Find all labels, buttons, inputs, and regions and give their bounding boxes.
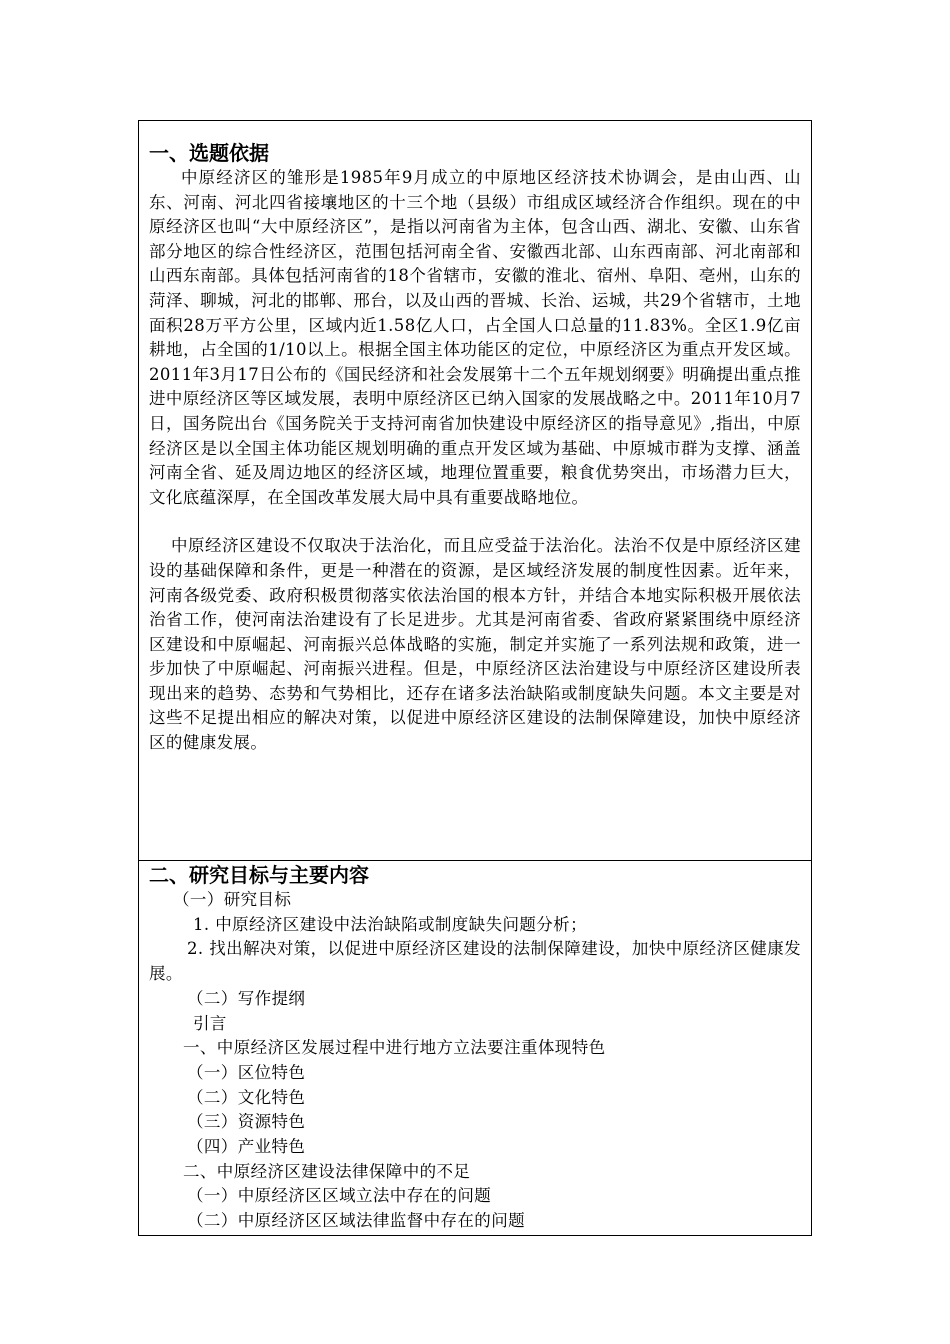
goal-item-2: 2. 找出解决对策，以促进中原经济区建设的法制保障建设，加快中原经济区健康发展。 (149, 939, 801, 984)
outline-part-1: 一、中原经济区发展过程中进行地方立法要注重体现特色 (183, 1038, 606, 1058)
outline-part-2-item: （二）中原经济区区域法律监督中存在的问题 (187, 1211, 525, 1231)
goal-item-1: 1. 中原经济区建设中法治缺陷或制度缺失问题分析； (193, 914, 587, 934)
outline-part-1-item: （一）区位特色 (187, 1062, 306, 1082)
background-paragraph: 中原经济区的雏形是1985年9月成立的中原地区经济技术协调会，是由山西、山东、河南、河北四省接壤地区的十三个地（县级）市组成区域经济合作组织。现在的中原经济区也叫“大中原经济区”，是指以河南省为主体，包含山西、湖北、安徽、山东省部分地区的综合性经济区，范围包括河南全省、安徽西北部、山东西南部、河北南部和山西东南部。具体包括河南省的18个省辖市，安徽的淮北、宿州、阜阳、亳州，山东的菏泽、聊城，河北的邯郸、邢台，以及山西的晋城、长治、运城，共29个省辖市，土地面积28万平方公里，区域内近1.58亿人口，占全国人口总量的11.83%。全区1.9亿亩耕地，占全国的1/10以上。根据全国主体功能区的定位，中原经济区为重点开发区域。2011年3月17日公布的《国民经济和社会发展第十二个五年规划纲要》明确提出重点推进中原经济区等区域发展，表明中原经济区已纳入国家的发展战略之中。2011年10月7日，国务院出台《国务院关于支持河南省加快建设中原经济区的指导意见》,指出，中原经济区是以全国主体功能区规划明确的重点开发区域为基础、中原城市群为支撑、涵盖河南全省、延及周边地区的经济区域，地理位置重要，粮食优势突出，市场潜力巨大，文化底蕴深厚，在全国改革发展大局中具有重要战略地位。 (149, 168, 801, 507)
section-heading-topic-basis: 一、选题依据 (149, 141, 269, 165)
outline-part-2: 二、中原经济区建设法律保障中的不足 (183, 1161, 471, 1181)
topic-basis-cell (139, 121, 811, 861)
outline-part-1-item: （二）文化特色 (187, 1087, 306, 1107)
outline-part-1-item: （三）资源特色 (187, 1112, 306, 1132)
proposal-table (138, 120, 812, 1236)
writing-outline-label: （二）写作提纲 (187, 988, 306, 1008)
outline-part-2-item: （一）中原经济区区域立法中存在的问题 (187, 1186, 492, 1206)
goals-content-cell (139, 861, 811, 1235)
outline-intro: 引言 (193, 1013, 227, 1033)
rule-of-law-paragraph: 中原经济区建设不仅取决于法治化，而且应受益于法治化。法治不仅是中原经济区建设的基础保障和条件，更是一种潜在的资源，是区域经济发展的制度性因素。近年来，河南各级党委、政府积极贯彻落实依法治国的根本方针，并结合本地实际积极开展依法治省工作，使河南法治建设有了长足进步。尤其是河南省委、省政府紧紧围绕中原经济区建设和中原崛起、河南振兴总体战略的实施，制定并实施了一系列法规和政策，进一步加快了中原崛起、河南振兴进程。但是，中原经济区法治建设与中原经济区建设所表现出来的趋势、态势和气势相比，还存在诸多法治缺陷或制度缺失问题。本文主要是对这些不足提出相应的解决对策，以促进中原经济区建设的法制保障建设，加快中原经济区的健康发展。 (149, 536, 801, 753)
section-heading-goals-content: 二、研究目标与主要内容 (149, 863, 369, 887)
outline-part-1-item: （四）产业特色 (187, 1137, 306, 1157)
research-goals-label: （一）研究目标 (173, 890, 292, 909)
